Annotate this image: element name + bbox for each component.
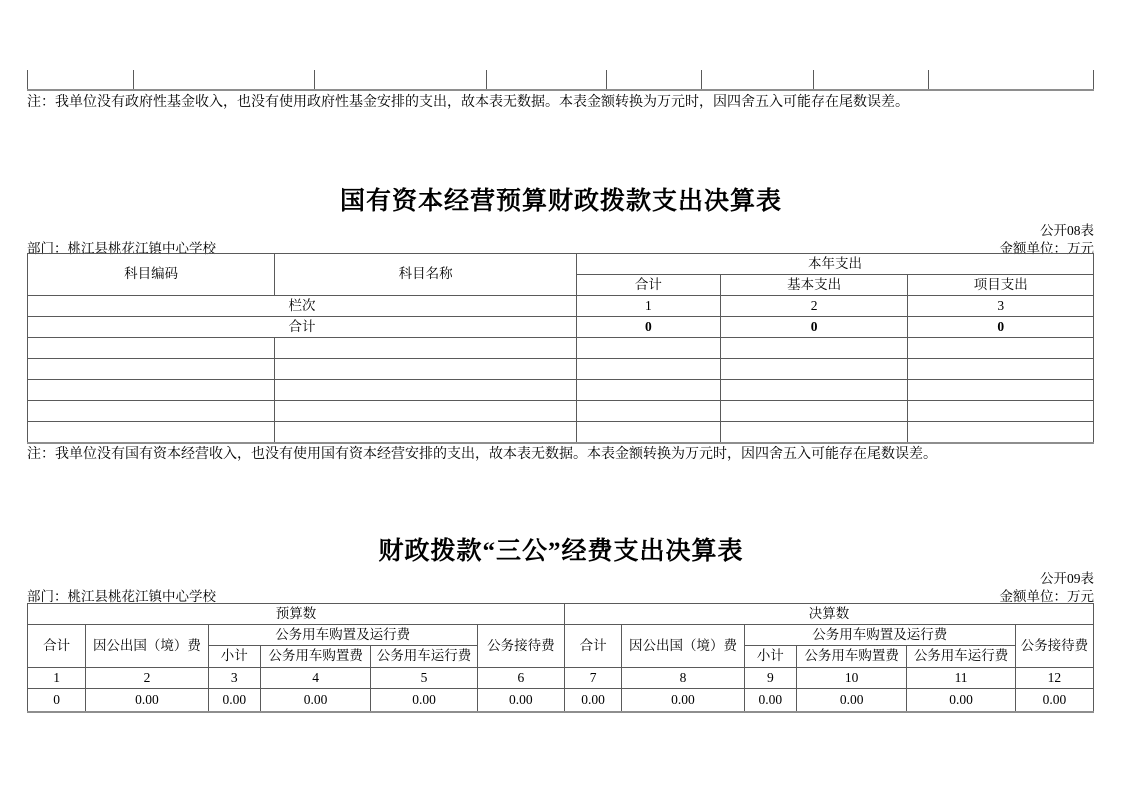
total-row-label: 合计 (28, 317, 577, 338)
note-government-fund: 注：我单位没有政府性基金收入，也没有使用政府性基金安排的支出，故本表无数据。本表金额转换为万元时，因四舍五入可能存在尾数误差。 (27, 95, 909, 110)
header-vehicle-group: 公务用车购置及运行费 (744, 625, 1015, 646)
value-cell: 0.00 (565, 689, 622, 712)
column-index-row (28, 668, 1094, 689)
empty-row (28, 338, 1094, 359)
header-budget-group: 预算数 (28, 604, 565, 625)
values-row (28, 689, 1094, 712)
empty-cell (576, 359, 720, 380)
column-index: 11 (907, 668, 1015, 689)
empty-cell (28, 359, 275, 380)
empty-cell (275, 422, 577, 443)
value-cell: 0.00 (371, 689, 477, 712)
column-index: 7 (565, 668, 622, 689)
header-subject-code: 科目编码 (28, 254, 275, 296)
table09-code: 公开09表 (1040, 571, 1094, 586)
table09-unit: 金额单位：万元 (999, 589, 1094, 604)
empty-cell (275, 380, 577, 401)
column-index: 8 (622, 668, 744, 689)
empty-cell (720, 380, 908, 401)
column-index: 9 (744, 668, 796, 689)
value-cell: 0.00 (260, 689, 370, 712)
column-index-row (28, 296, 1094, 317)
empty-row (28, 380, 1094, 401)
column-index: 10 (796, 668, 906, 689)
header-total: 合计 (576, 275, 720, 296)
total-value: 0 (576, 317, 720, 338)
table-grid-line (606, 70, 607, 89)
column-index: 4 (260, 668, 370, 689)
table08-state-capital-expense (27, 253, 1094, 444)
table08-unit: 金额单位：万元 (999, 241, 1094, 256)
header-reception: 公务接待费 (477, 625, 564, 668)
column-index: 3 (208, 668, 260, 689)
column-index: 2 (86, 668, 208, 689)
header-vehicle-purchase: 公务用车购置费 (260, 646, 370, 668)
header-subtotal: 小计 (744, 646, 796, 668)
empty-cell (28, 422, 275, 443)
value-cell: 0.00 (622, 689, 744, 712)
empty-cell (720, 422, 908, 443)
empty-row (28, 401, 1094, 422)
column-index: 3 (908, 296, 1094, 317)
header-basic: 基本支出 (720, 275, 908, 296)
column-index-label: 栏次 (28, 296, 577, 317)
empty-cell (908, 401, 1094, 422)
table09-three-public-expense (27, 603, 1094, 713)
total-value: 0 (908, 317, 1094, 338)
header-vehicle-purchase: 公务用车购置费 (796, 646, 906, 668)
value-cell: 0.00 (477, 689, 564, 712)
header-total: 合计 (565, 625, 622, 668)
header-reception: 公务接待费 (1015, 625, 1093, 668)
header-abroad: 因公出国（境）费 (86, 625, 208, 668)
header-subject-name: 科目名称 (275, 254, 577, 296)
table-row (28, 254, 1094, 275)
value-cell: 0.00 (86, 689, 208, 712)
table08-code: 公开08表 (1040, 223, 1094, 238)
header-project: 项目支出 (908, 275, 1094, 296)
header-vehicle-operation: 公务用车运行费 (371, 646, 477, 668)
header-vehicle-operation: 公务用车运行费 (907, 646, 1015, 668)
column-index: 1 (576, 296, 720, 317)
empty-cell (720, 401, 908, 422)
header-row (28, 625, 1094, 646)
header-total: 合计 (28, 625, 86, 668)
header-vehicle-group: 公务用车购置及运行费 (208, 625, 477, 646)
table09-department: 部门：桃江县桃花江镇中心学校 (27, 589, 216, 604)
empty-cell (28, 401, 275, 422)
value-cell: 0.00 (208, 689, 260, 712)
empty-cell (28, 338, 275, 359)
empty-row (28, 422, 1094, 443)
value-cell: 0.00 (907, 689, 1015, 712)
clipped-table-fragment (27, 70, 1094, 91)
table-grid-line (133, 70, 134, 89)
value-cell: 0 (28, 689, 86, 712)
empty-row (28, 359, 1094, 380)
table-grid-line (928, 70, 929, 89)
empty-cell (908, 359, 1094, 380)
value-cell: 0.00 (744, 689, 796, 712)
table08-title: 国有资本经营预算财政拨款支出决算表 (339, 188, 782, 215)
empty-cell (576, 422, 720, 443)
table-grid-line (486, 70, 487, 89)
table08-department: 部门：桃江县桃花江镇中心学校 (27, 241, 216, 256)
empty-cell (576, 380, 720, 401)
column-index: 6 (477, 668, 564, 689)
empty-cell (275, 401, 577, 422)
note-state-capital: 注：我单位没有国有资本经营收入，也没有使用国有资本经营安排的支出，故本表无数据。本表金额转换为万元时，因四舍五入可能存在尾数误差。 (27, 447, 937, 462)
header-current-year: 本年支出 (576, 254, 1093, 275)
group-header-row (28, 604, 1094, 625)
value-cell: 0.00 (1015, 689, 1093, 712)
table-grid-line (701, 70, 702, 89)
table-grid-line (27, 70, 28, 89)
table-grid-line (813, 70, 814, 89)
header-abroad: 因公出国（境）费 (622, 625, 744, 668)
total-value: 0 (720, 317, 908, 338)
total-row (28, 317, 1094, 338)
column-index: 2 (720, 296, 908, 317)
empty-cell (720, 338, 908, 359)
empty-cell (908, 380, 1094, 401)
empty-cell (576, 338, 720, 359)
value-cell: 0.00 (796, 689, 906, 712)
empty-cell (908, 338, 1094, 359)
table-grid-line (1093, 70, 1094, 89)
empty-cell (720, 359, 908, 380)
column-index: 5 (371, 668, 477, 689)
header-final-group: 决算数 (565, 604, 1094, 625)
header-subtotal: 小计 (208, 646, 260, 668)
empty-cell (275, 359, 577, 380)
table09-meta (27, 585, 1094, 605)
table-grid-line (314, 70, 315, 89)
empty-cell (275, 338, 577, 359)
table09-title: 财政拨款“三公”经费支出决算表 (378, 538, 744, 565)
empty-cell (28, 380, 275, 401)
column-index: 1 (28, 668, 86, 689)
empty-cell (576, 401, 720, 422)
column-index: 12 (1015, 668, 1093, 689)
empty-cell (908, 422, 1094, 443)
